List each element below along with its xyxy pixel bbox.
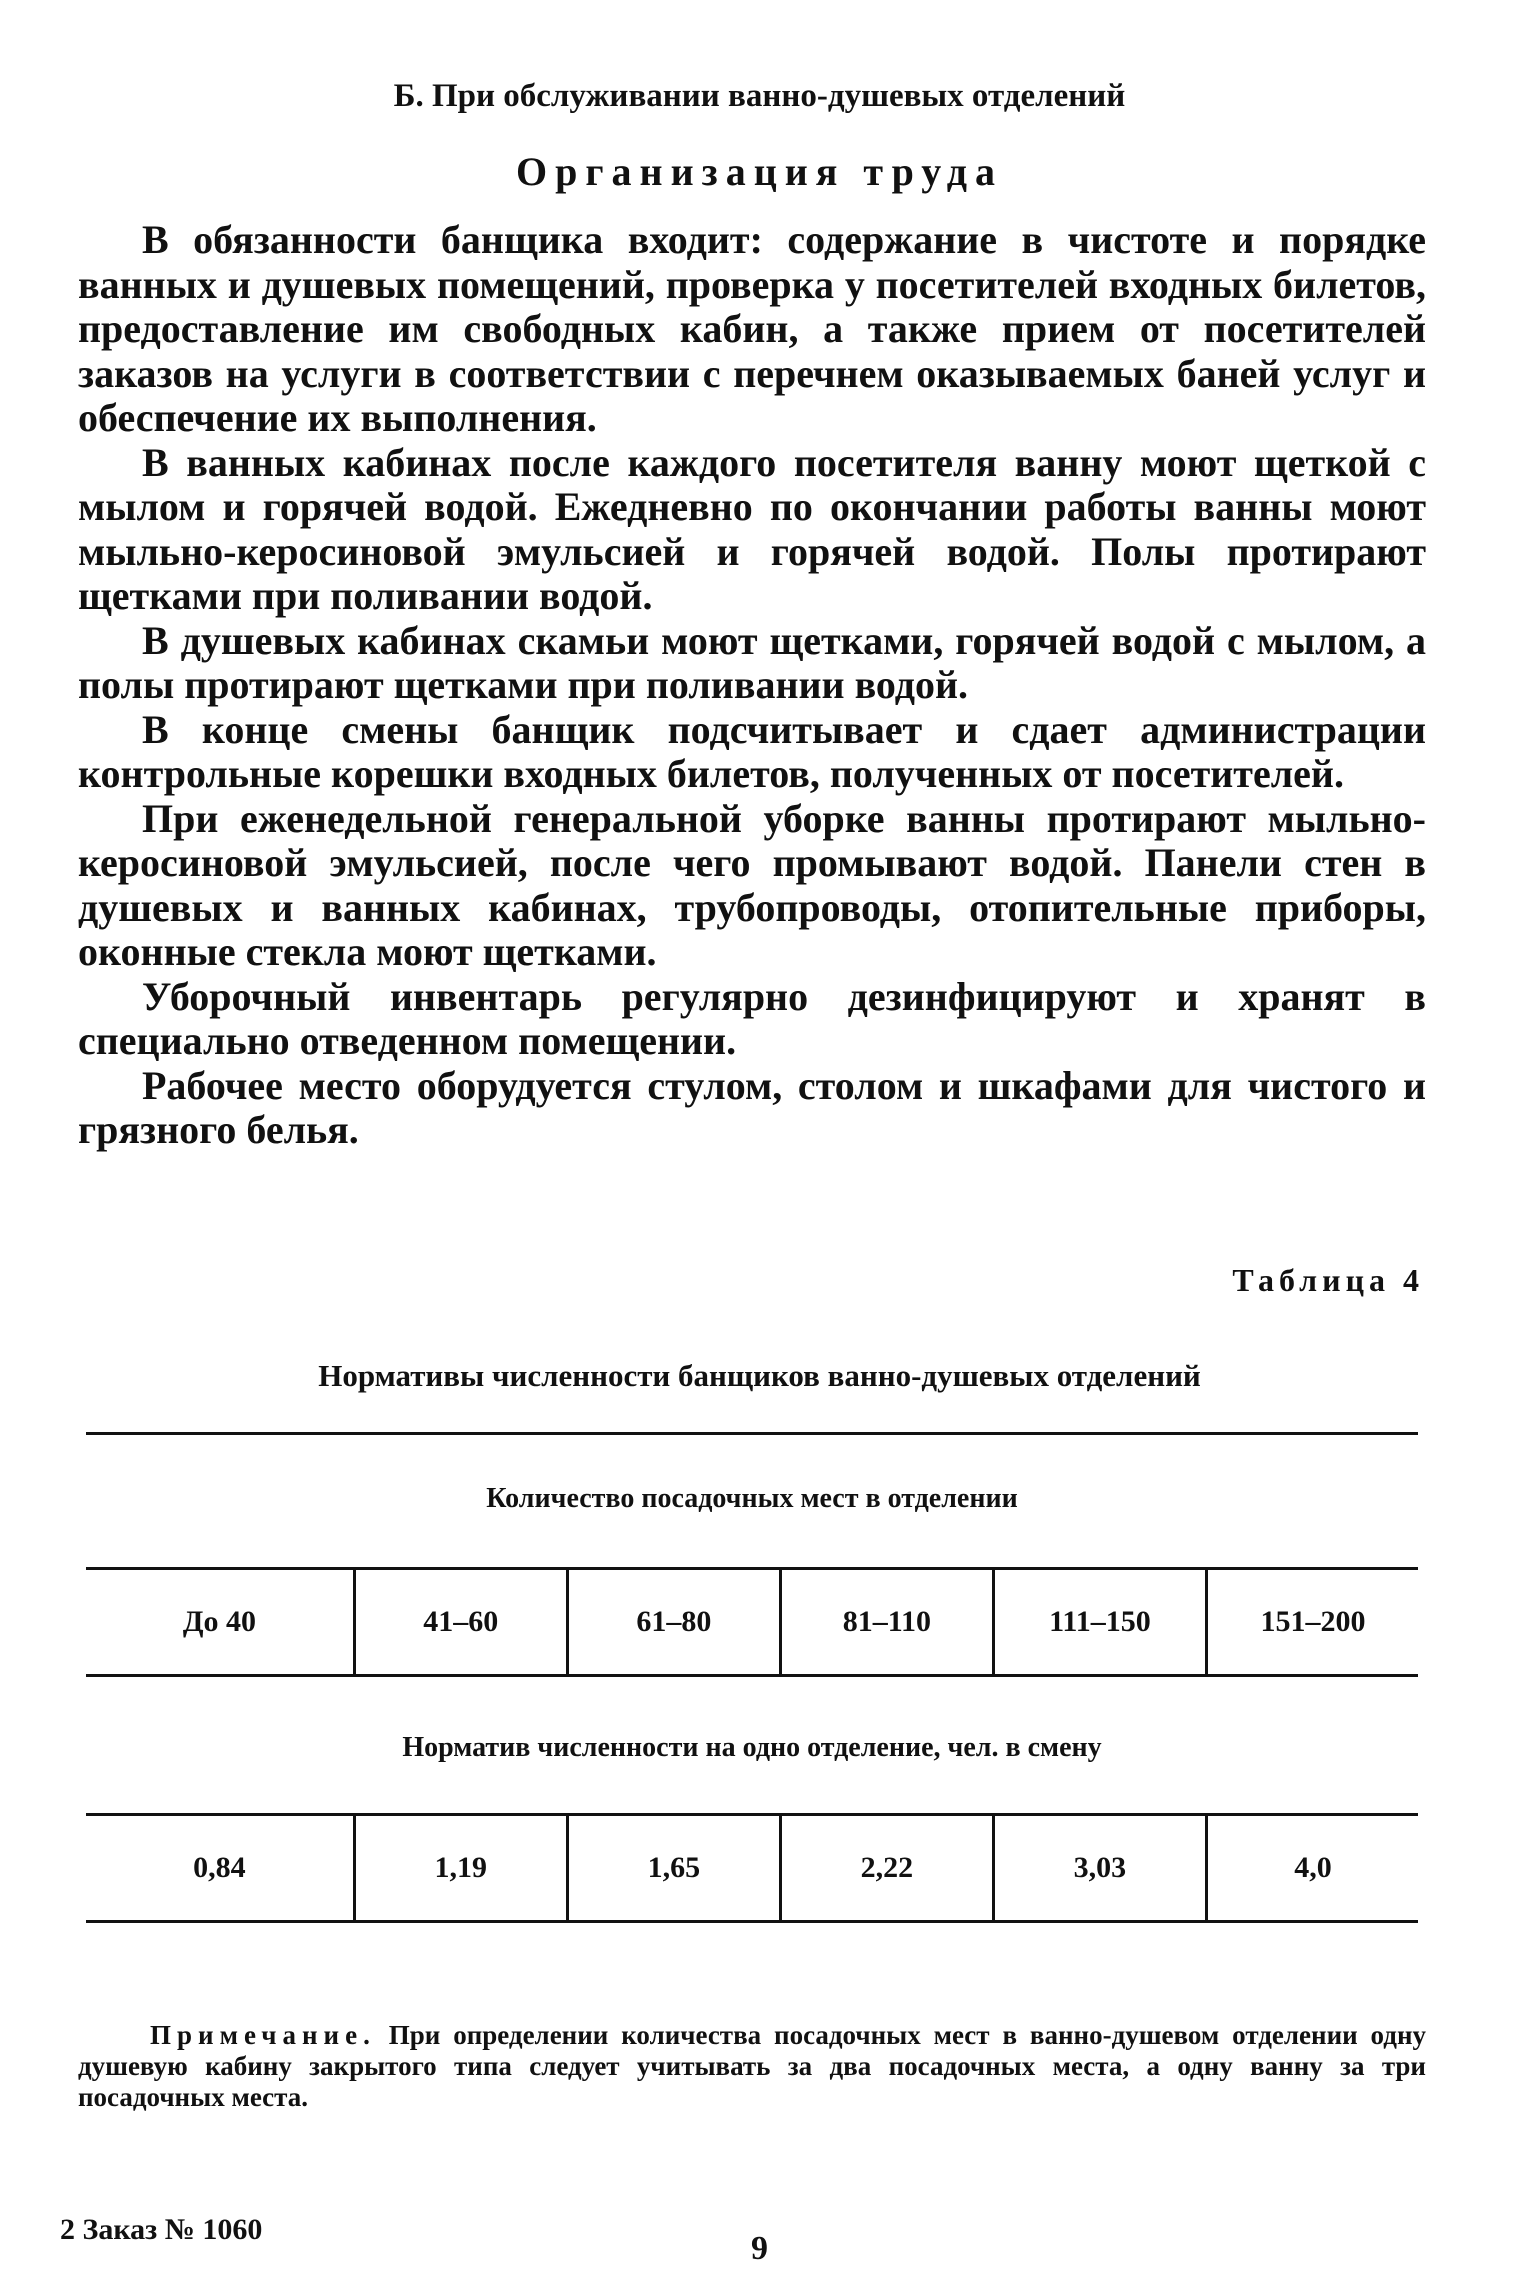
order-mark: 2 Заказ № 1060 xyxy=(60,2213,263,2246)
table-caption: Таблица 4 xyxy=(1232,1262,1424,1298)
table-top-rule xyxy=(86,1432,1418,1435)
page-number: 9 xyxy=(751,2230,768,2267)
paragraph: Уборочный инвентарь регулярно дезинфицируют и хранят в специально отведенном помещении. xyxy=(78,973,1426,1063)
norms-row xyxy=(86,1813,1418,1923)
table-cell: До 40 xyxy=(182,1605,256,1638)
table-note xyxy=(78,2020,1426,2113)
table-cell: 41–60 xyxy=(353,1570,566,1674)
note-label: Примечание. xyxy=(150,2020,376,2050)
paragraph: В ванных кабинах после каждого посетителя ванну моют щеткой с мылом и горячей водой. Ежедневно по окончании работы ванны моют мыльно-керосиновой эмульсией и горячей водой. Полы протирают щетками при поливании водой. xyxy=(78,439,1426,618)
table-cell: 61–80 xyxy=(566,1570,779,1674)
body-text xyxy=(78,218,1426,1153)
seats-group-header: Количество посадочных мест в отделении xyxy=(486,1483,1018,1514)
seat-ranges-row xyxy=(86,1567,1418,1677)
table-cell: 1,19 xyxy=(353,1816,566,1920)
paragraph: В конце смены банщик подсчитывает и сдает администрации контрольные корешки входных билетов, полученных от посетителей. xyxy=(78,706,1426,796)
table-title: Нормативы численности банщиков ванно-душевых отделений xyxy=(318,1358,1201,1393)
table-cell: 0,84 xyxy=(193,1851,246,1884)
paragraph: В обязанности банщика входит: содержание в чистоте и порядке ванных и душевых помещений, проверка у посетителей входных билетов, предоставление им свободных кабин, а также прием от посетителей заказов на услуги в соответствии с перечнем оказываемых баней услуг и обеспечение их выполнения. xyxy=(78,217,1426,440)
table-cell: 4,0 xyxy=(1205,1816,1418,1920)
paragraph: В душевых кабинах скамьи моют щетками, горячей водой с мылом, а полы протирают щетками при поливании водой. xyxy=(78,617,1426,707)
subsection-title: Организация труда xyxy=(516,149,1003,194)
table-cell: 2,22 xyxy=(779,1816,992,1920)
paragraph: Рабочее место оборудуется стулом, столом и шкафами для чистого и грязного белья. xyxy=(78,1062,1426,1152)
table-cell: 81–110 xyxy=(779,1570,992,1674)
table-cell: 151–200 xyxy=(1205,1570,1418,1674)
section-heading: Б. При обслуживании ванно-душевых отделений xyxy=(393,78,1126,114)
note-text: При определении количества посадочных мест в ванно-душевом отделении одну душевую кабину закрытого типа следует учитывать за два посадочных места, а одну ванну за три посадочных места. xyxy=(78,2020,1426,2112)
table-cell: 3,03 xyxy=(992,1816,1205,1920)
paragraph: При еженедельной генеральной уборке ванны протирают мыльно-керосиновой эмульсией, после чего промывают водой. Панели стен в душевых и ванных кабинах, трубопроводы, отопительные приборы, оконные стекла моют щетками. xyxy=(78,795,1426,974)
norm-group-header: Норматив численности на одно отделение, чел. в смену xyxy=(402,1732,1102,1763)
table-cell: 1,65 xyxy=(566,1816,779,1920)
table-cell: 111–150 xyxy=(992,1570,1205,1674)
